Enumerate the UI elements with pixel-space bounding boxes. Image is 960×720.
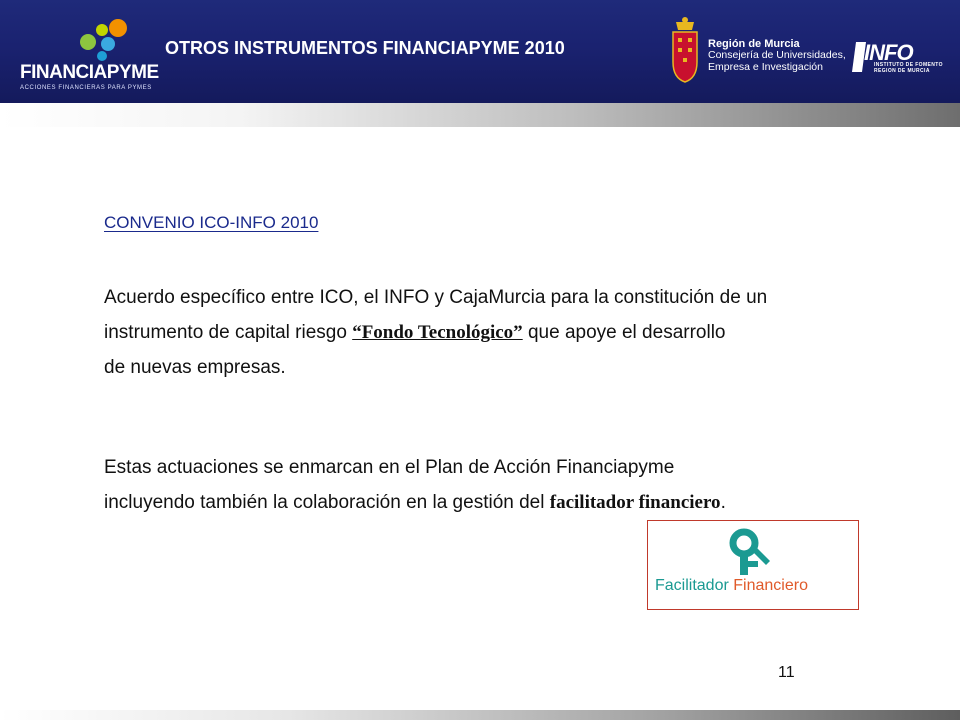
text-span: . [720, 492, 726, 513]
fondo-tecnologico-highlight: “Fondo Tecnológico” [352, 322, 523, 343]
key-icon [728, 527, 778, 579]
paragraph-actuaciones [104, 450, 726, 520]
section-heading: CONVENIO ICO-INFO 2010 [104, 213, 319, 232]
paragraph-line: Estas actuaciones se enmarcan en el Plan de Acción Financiapyme [104, 457, 675, 478]
paragraph-line [104, 315, 767, 350]
page-title: OTROS INSTRUMENTOS FINANCIAPYME 2010 [165, 38, 565, 58]
financiapyme-logo [14, 14, 164, 94]
header-bar [0, 0, 960, 103]
info-subtitle-1: INSTITUTO DE FOMENTO [874, 62, 943, 68]
region-subtitle-1: Consejería de Universidades, [708, 49, 846, 61]
paragraph-line: de nuevas empresas. [104, 357, 286, 378]
info-subtitle-2: REGION DE MURCIA [874, 68, 930, 74]
page-number: 11 [778, 664, 795, 681]
financiero-word: Financiero [733, 577, 808, 594]
facilitador-logo-label [655, 577, 808, 595]
info-logo [852, 40, 952, 76]
facilitador-highlight: facilitador financiero [549, 492, 721, 513]
region-subtitle-2: Empresa e Investigación [708, 60, 823, 73]
financiapyme-tagline: ACCIONES FINANCIERAS PARA PYMES [20, 85, 152, 91]
financiapyme-logo-text: FINANCIAPYME [20, 62, 159, 83]
region-murcia-text [708, 38, 846, 73]
info-logo-word: INFO [864, 40, 913, 65]
paragraph-line: Acuerdo específico entre ICO, el INFO y CajaMurcia para la constitución de un [104, 287, 768, 308]
facilitador-word: Facilitador [655, 577, 729, 594]
paragraph-line [104, 485, 726, 520]
coat-of-arms-icon [668, 16, 702, 84]
region-murcia-logo [668, 16, 848, 86]
info-logo-subtitle [874, 62, 943, 74]
region-name: Región de Murcia [708, 38, 800, 50]
footer-gradient-strip [0, 710, 960, 720]
text-span: instrumento de capital riesgo [104, 322, 353, 343]
paragraph-convenio [104, 280, 767, 385]
text-span: que apoye el desarrollo [522, 322, 726, 343]
facilitador-financiero-logo [647, 520, 859, 610]
header-gradient-strip [0, 103, 960, 127]
text-span: incluyendo también la colaboración en la gestión del [104, 492, 550, 513]
